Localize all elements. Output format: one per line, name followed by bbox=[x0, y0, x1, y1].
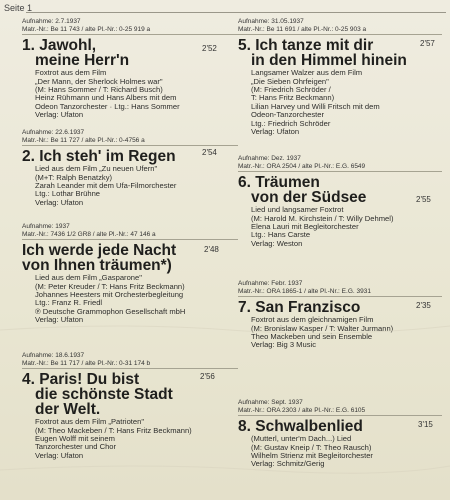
track-description bbox=[22, 418, 238, 460]
desc-line: Verlag: Ufaton bbox=[35, 315, 84, 325]
side-label: Seite 1 bbox=[4, 3, 33, 13]
track-description bbox=[22, 274, 238, 324]
desc-line: Odeon Tanzorchester · Ltg.: Hans Sommer bbox=[35, 101, 180, 111]
desc-line: T: Hans Fritz Beckmann) bbox=[251, 93, 335, 103]
track-1 bbox=[22, 18, 238, 120]
meta-divider bbox=[22, 145, 238, 146]
track-duration: 2'56 bbox=[200, 372, 215, 381]
track-4 bbox=[22, 352, 238, 460]
recording-date: Aufnahme: 1937 bbox=[22, 223, 70, 230]
title-line: 1. Jawohl, bbox=[22, 37, 97, 55]
meta-divider bbox=[238, 415, 442, 416]
track-7 bbox=[238, 280, 442, 350]
track-duration: 2'52 bbox=[202, 44, 217, 53]
desc-line: (M: Theo Mackeben / T: Hans Fritz Beckmann) bbox=[35, 425, 192, 435]
title-line: 2. Ich steh' im Regen bbox=[22, 148, 176, 166]
desc-line: Johannes Heesters mit Orchesterbegleitung bbox=[35, 290, 184, 299]
desc-line: „Der Mann, der Sherlock Holmes war" bbox=[35, 76, 163, 86]
track-5 bbox=[238, 18, 442, 136]
title-line: Ich werde jede Nacht bbox=[22, 242, 177, 260]
desc-line: Foxtrot aus dem Film bbox=[35, 68, 107, 78]
track-2 bbox=[22, 129, 238, 207]
track-6 bbox=[238, 155, 442, 248]
desc-line: Ltg.: Lothar Brühne bbox=[35, 189, 101, 199]
track-duration: 2'48 bbox=[204, 245, 219, 254]
desc-line: Verlag: Weston bbox=[251, 238, 303, 248]
track-description bbox=[238, 316, 442, 350]
desc-line: Verlag: Big 3 Music bbox=[251, 340, 316, 350]
track-description bbox=[22, 165, 238, 207]
header-rule bbox=[26, 12, 446, 13]
track-title bbox=[238, 175, 442, 205]
desc-line: Elena Lauri mit Begleitorchester bbox=[251, 222, 359, 231]
matrix-number: Matr.-Nr.: ORA 2504 / alte Pl.-Nr.: E.G. 6549 bbox=[238, 162, 366, 170]
matrix-number: Matr.-Nr.: Be 11 691 / alte Pl.-Nr.: 0-25 903 a bbox=[238, 25, 367, 33]
desc-line: (M: Gustav Kneip / T: Theo Rausch) bbox=[251, 442, 372, 452]
track-description bbox=[238, 206, 442, 248]
desc-line: Heinz Rühmann und Hans Albers mit dem bbox=[35, 93, 177, 103]
desc-line: Ltg.: Franz R. Friedl bbox=[35, 298, 103, 308]
desc-line: Wilhelm Strienz mit Begleitorchester bbox=[251, 451, 373, 460]
desc-line: Foxtrot aus dem Film „Patrioten" bbox=[35, 417, 145, 427]
matrix-number: Matr.-Nr.: Be 11 743 / alte Pl.-Nr.: 0-25 919 a bbox=[22, 25, 151, 33]
meta-divider bbox=[238, 296, 442, 297]
meta-divider bbox=[22, 239, 238, 240]
track-title bbox=[238, 300, 442, 315]
desc-line: Eugen Wolff mit seinem bbox=[35, 434, 115, 443]
desc-line: (M: Peter Kreuder / T: Hans Fritz Beckmann) bbox=[35, 281, 185, 291]
desc-line: „Die Sieben Ohrfeigen" bbox=[251, 76, 329, 86]
desc-line: (M: Friedrich Schröder / bbox=[251, 85, 331, 94]
desc-line: Langsamer Walzer aus dem Film bbox=[251, 68, 363, 78]
recording-date: Aufnahme: Dez. 1937 bbox=[238, 155, 301, 162]
track-8 bbox=[238, 399, 442, 469]
track-duration: 3'15 bbox=[418, 420, 433, 429]
title-line: 5. Ich tanze mit dir bbox=[238, 37, 374, 55]
recording-date: Aufnahme: 22.6.1937 bbox=[22, 129, 85, 136]
recording-date: Aufnahme: 2.7.1937 bbox=[22, 18, 81, 25]
title-line: die schönste Stadt bbox=[35, 386, 173, 404]
title-line: von Ihnen träumen*) bbox=[22, 257, 172, 275]
track-duration: 2'57 bbox=[420, 39, 435, 48]
desc-line: Lied aus dem Film „Zu neuen Ufern" bbox=[35, 164, 158, 174]
track-3 bbox=[22, 223, 238, 325]
desc-line: (M: Harold M. Kirchstein / T: Willy Dehmel) bbox=[251, 213, 394, 223]
title-line: der Welt. bbox=[35, 401, 101, 419]
desc-line: Verlag: Ufaton bbox=[35, 110, 84, 120]
desc-line: (Mutterl, unter'm Dach...) Lied bbox=[251, 434, 352, 444]
track-title bbox=[238, 419, 442, 434]
title-line: 8. Schwalbenlied bbox=[238, 418, 363, 436]
matrix-number: Matr.-Nr.: Be 11 727 / alte Pl.-Nr.: 0-4756 a bbox=[22, 136, 145, 144]
title-line: 4. Paris! Du bist bbox=[22, 371, 140, 389]
recording-date: Aufnahme: Febr. 1937 bbox=[238, 280, 303, 287]
track-description bbox=[22, 69, 238, 119]
meta-divider bbox=[22, 368, 238, 369]
desc-line: Verlag: Schmitz/Gerig bbox=[251, 459, 325, 469]
track-duration: 2'54 bbox=[202, 148, 217, 157]
desc-line: Foxtrot aus dem gleichnamigen Film bbox=[251, 315, 374, 325]
title-line: von der Südsee bbox=[251, 189, 367, 207]
desc-line: (M: Bronislaw Kasper / T: Walter Jurmann) bbox=[251, 323, 394, 333]
meta-divider bbox=[238, 171, 442, 172]
recording-date: Aufnahme: Sept. 1937 bbox=[238, 399, 303, 406]
desc-line: Tanzorchester und Chor bbox=[35, 442, 117, 452]
title-line: meine Herr'n bbox=[35, 52, 130, 70]
desc-line: Odeon-Tanzorchester bbox=[251, 110, 325, 120]
matrix-number: Matr.-Nr.: ORA 2303 / alte Pl.-Nr.: E.G. 6105 bbox=[238, 406, 366, 414]
desc-line: Ltg.: Hans Carste bbox=[251, 230, 311, 240]
meta-divider bbox=[238, 34, 442, 35]
recording-date: Aufnahme: 18.6.1937 bbox=[22, 352, 85, 359]
desc-line: Lilian Harvey und Willi Fritsch mit dem bbox=[251, 101, 380, 111]
title-line: 7. San Franzisco bbox=[238, 299, 361, 317]
page-header bbox=[4, 3, 446, 17]
desc-line: Lied aus dem Film „Gasparone" bbox=[35, 273, 142, 283]
matrix-number: Matr.-Nr.: 7436 1/2 GR8 / alte Pl.-Nr.: 47 146 a bbox=[22, 230, 156, 238]
track-duration: 2'55 bbox=[416, 195, 431, 204]
desc-line: Theo Mackeben und sein Ensemble bbox=[251, 332, 373, 341]
desc-line: Zarah Leander mit dem Ufa-Filmorchester bbox=[35, 181, 177, 190]
meta-divider bbox=[22, 34, 238, 35]
track-title bbox=[238, 38, 442, 68]
desc-line: ℗ Deutsche Grammophon Gesellschaft mbH bbox=[35, 306, 186, 316]
desc-line: Lied und langsamer Foxtrot bbox=[251, 205, 344, 215]
desc-line: (M+T: Ralph Benatzky) bbox=[35, 172, 113, 182]
title-line: in den Himmel hinein bbox=[251, 52, 407, 70]
desc-line: Verlag: Ufaton bbox=[35, 197, 84, 207]
matrix-number: Matr.-Nr.: ORA 1865-1 / alte Pl.-Nr.: E.G. 3931 bbox=[238, 287, 371, 295]
track-description bbox=[238, 435, 442, 469]
matrix-number: Matr.-Nr.: Be 11 717 / alte Pl.-Nr.: 0-31 174 b bbox=[22, 359, 151, 367]
desc-line: Verlag: Ufaton bbox=[35, 450, 84, 460]
track-description bbox=[238, 69, 442, 136]
track-title bbox=[22, 38, 238, 68]
track-duration: 2'35 bbox=[416, 301, 431, 310]
desc-line: Ltg.: Friedrich Schröder bbox=[251, 118, 331, 128]
title-line: 6. Träumen bbox=[238, 174, 320, 192]
desc-line: (M: Hans Sommer / T: Richard Busch) bbox=[35, 85, 163, 94]
recording-date: Aufnahme: 31.05.1937 bbox=[238, 18, 304, 25]
desc-line: Verlag: Ufaton bbox=[251, 127, 300, 137]
